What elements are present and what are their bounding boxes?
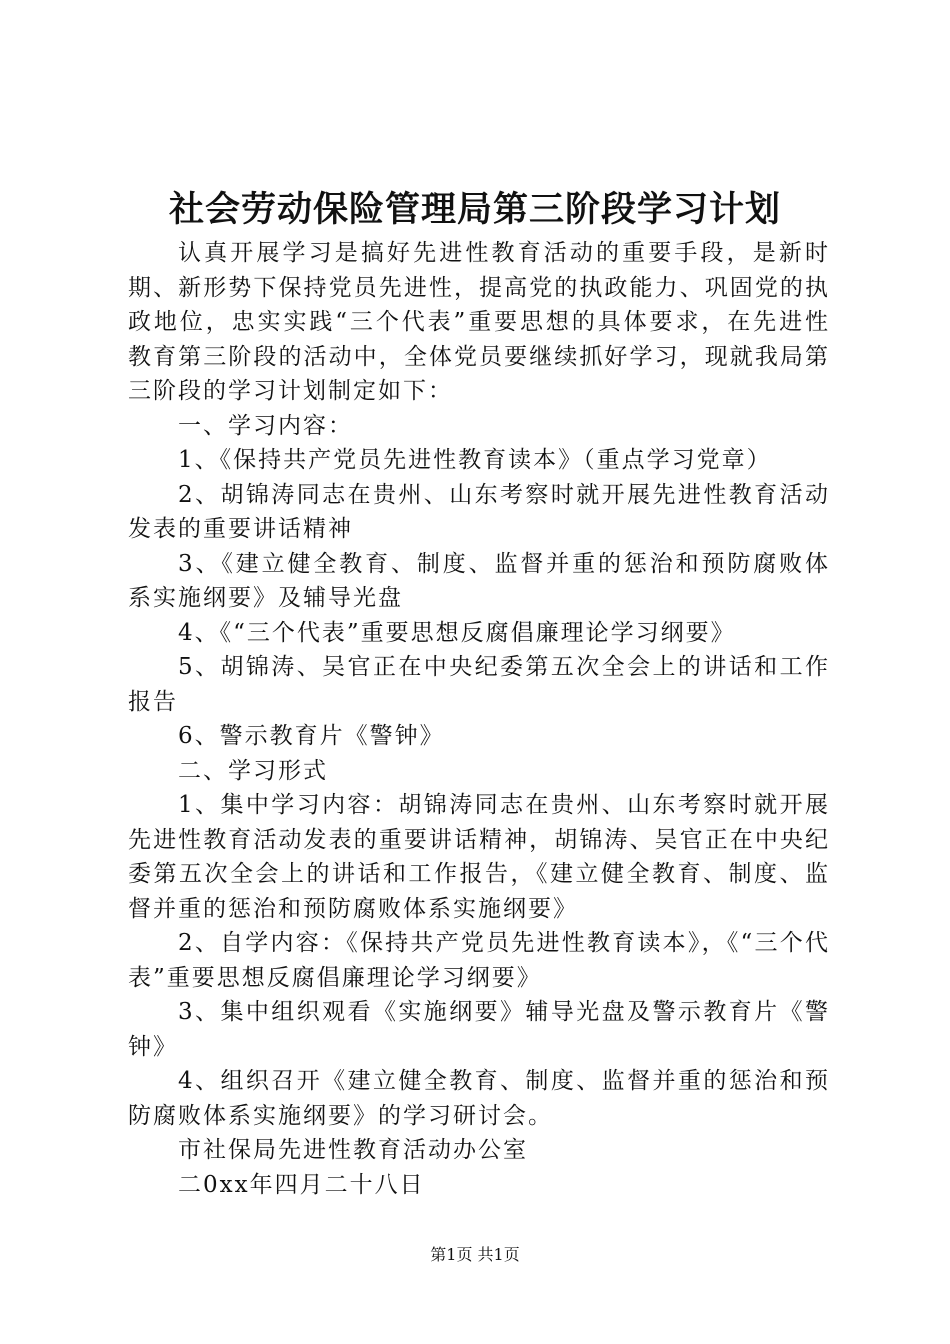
list-item: 6、警示教育片《警钟》	[178, 723, 445, 749]
document-body	[128, 236, 830, 1202]
document-title: 社会劳动保险管理局第三阶段学习计划	[168, 189, 781, 230]
page-footer: 第1页 共1页	[430, 1245, 520, 1264]
list-item: 1、《保持共产党员先进性教育读本》（重点学习党章）	[178, 447, 772, 473]
list-item: 3、集中组织观看《实施纲要》辅导光盘及警示教育片《警钟》	[128, 999, 830, 1060]
intro-paragraph: 认真开展学习是搞好先进性教育活动的重要手段，是新时期、新形势下保持党员先进性，提高党的执政能力、巩固党的执政地位，忠实实践“三个代表”重要思想的具体要求，在先进性教育第三阶段的活动中，全体党员要继续抓好学习，现就我局第三阶段的学习计划制定如下：	[128, 240, 830, 404]
list-item: 4、组织召开《建立健全教育、制度、监督并重的惩治和预防腐败体系实施纲要》的学习研讨会。	[128, 1068, 830, 1129]
section-heading-format: 二、学习形式	[178, 757, 328, 784]
signature-office: 市社保局先进性教育活动办公室	[178, 1137, 528, 1163]
signature-date: 二0xx年四月二十八日	[178, 1171, 425, 1198]
list-item: 4、《“三个代表”重要思想反腐倡廉理论学习纲要》	[178, 619, 736, 646]
list-item: 5、胡锦涛、吴官正在中央纪委第五次全会上的讲话和工作报告	[128, 654, 830, 715]
section-heading-content: 一、学习内容：	[178, 412, 353, 439]
list-item: 3、《建立健全教育、制度、监督并重的惩治和预防腐败体系实施纲要》及辅导光盘	[128, 550, 830, 611]
list-item: 2、胡锦涛同志在贵州、山东考察时就开展先进性教育活动发表的重要讲话精神	[128, 481, 830, 542]
list-item: 1、集中学习内容：胡锦涛同志在贵州、山东考察时就开展先进性教育活动发表的重要讲话精神，胡锦涛、吴官正在中央纪委第五次全会上的讲话和工作报告，《建立健全教育、制度、监督并重的惩治和预防腐败体系实施纲要》	[128, 792, 830, 922]
list-item: 2、自学内容：《保持共产党员先进性教育读本》，《“三个代表”重要思想反腐倡廉理论学习纲要》	[128, 930, 830, 991]
